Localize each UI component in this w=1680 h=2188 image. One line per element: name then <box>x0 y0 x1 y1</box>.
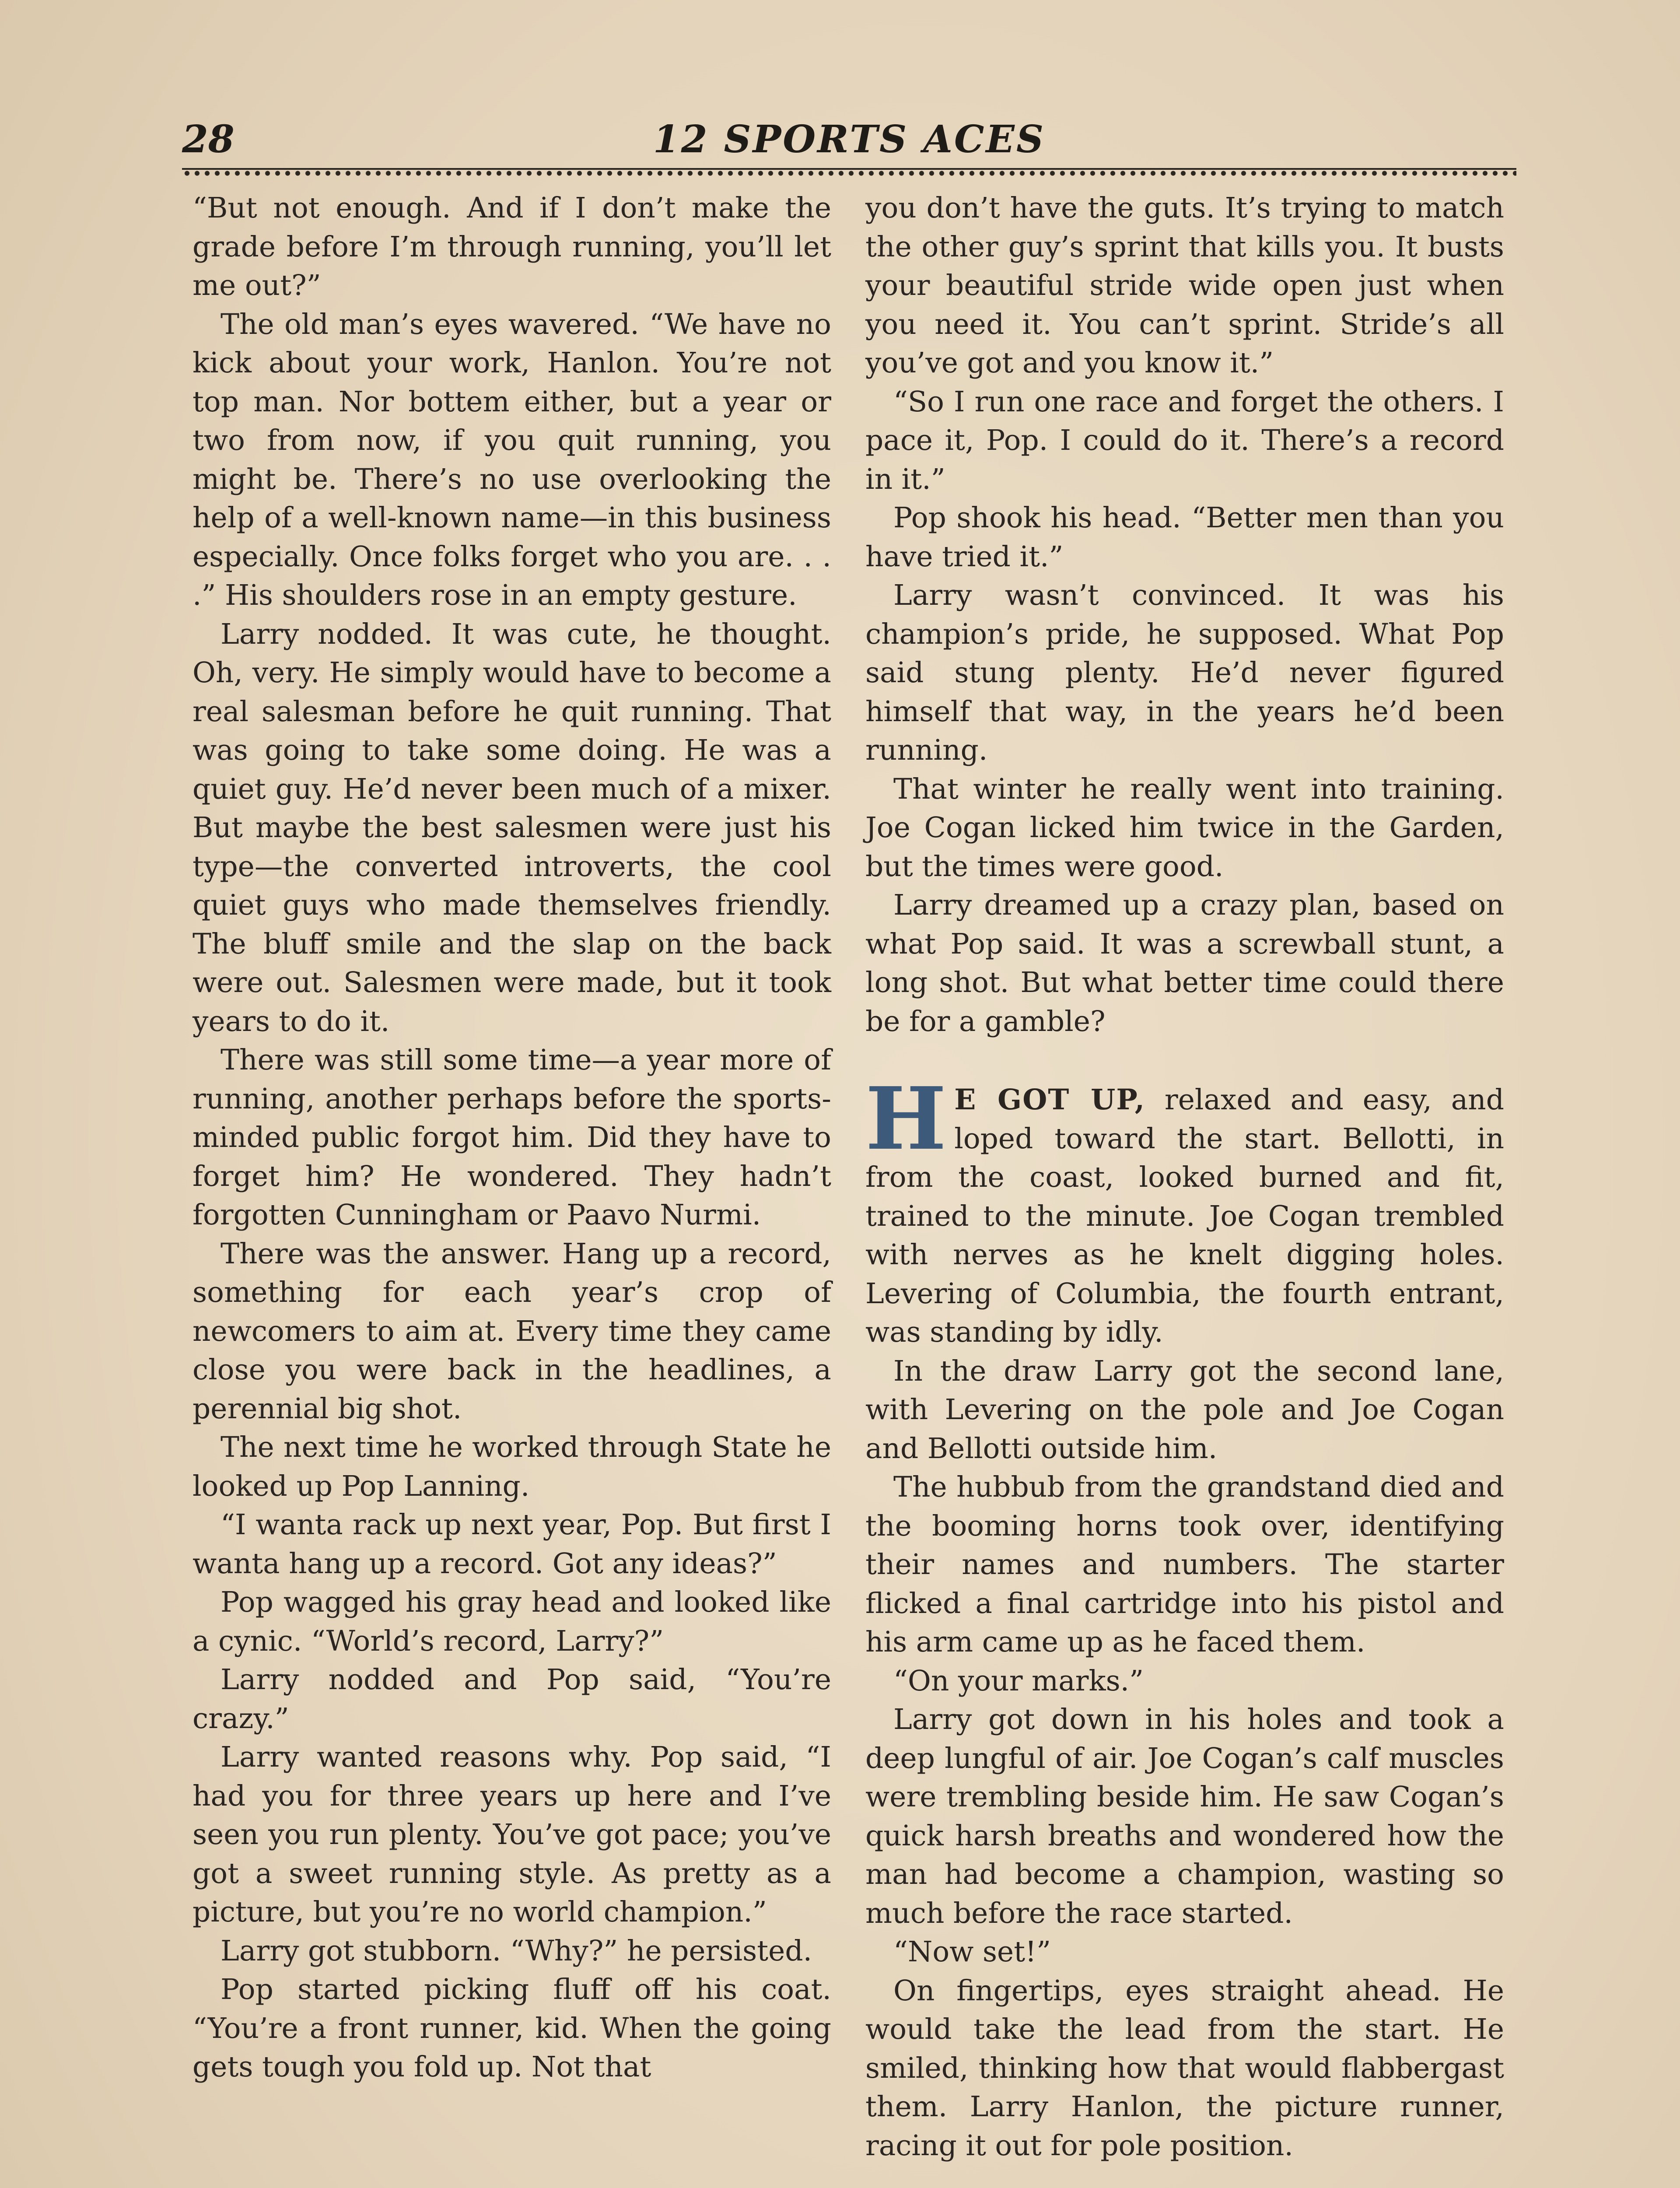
paragraph: Larry dreamed up a crazy plan, based on what Pop said. It was a screwball stunt, a long shot. But what better time could there be for a gamble? <box>865 889 1504 1038</box>
section-break <box>865 1041 1504 1080</box>
paragraph: There was the answer. Hang up a record, something for each year’s crop of newcomers to aim at. Every time they came close you were back in the headlines, a perennial big shot. <box>192 1237 831 1425</box>
paragraph: The hubbub from the grandstand died and the booming horns took over, identifying their names and numbers. The starter flicked a final cartridge into his pistol and his arm came up as he faced them. <box>865 1471 1504 1659</box>
lead-in-text: relaxed and easy, and loped toward the start. Bellotti, in from the coast, looked burned and fit, trained to the minute. Joe Cogan trembled with nerves as he knelt digging holes. Levering of Columbia, the fourth entrant, was standing by idly. <box>865 1083 1504 1349</box>
paragraph: The old man’s eyes wavered. “We have no kick about your work, Hanlon. You’re not top man. Nor bottem either, but a year or two from now, if you quit running, you might be. There’s no use overlooking the help of a well-known name—in this business especially. Once folks forget who you are. . . .” His shoulders rose in an empty gesture. <box>192 308 831 612</box>
lead-in-caps: E GOT UP, <box>954 1083 1146 1116</box>
paragraph: In the draw Larry got the second lane, with Levering on the pole and Joe Cogan and Bellotti outside him. <box>865 1354 1504 1465</box>
paragraph: Pop started picking fluff off his coat. “You’re a front runner, kid. When the going gets tough you fold up. Not that <box>192 1973 831 2083</box>
paragraph: Larry nodded and Pop said, “You’re crazy.” <box>192 1663 831 1735</box>
paragraph: Pop wagged his gray head and looked like a cynic. “World’s record, Larry?” <box>192 1586 831 1658</box>
paragraph: On fingertips, eyes straight ahead. He would take the lead from the start. He smiled, thinking how that would flabbergast them. Larry Hanlon, the picture runner, racing it out for pole position. <box>865 1974 1504 2162</box>
paragraph: There was still some time—a year more of running, another perhaps before the sports-minded public forgot him. Did they have to forget him? He wondered. They hadn’t forgotten Cunningham or Paavo Nurmi. <box>192 1044 831 1231</box>
paragraph: The next time he worked through State he looked up Pop Lanning. <box>192 1431 831 1503</box>
section-opening-paragraph <box>865 1069 1504 1352</box>
paragraph: you don’t have the guts. It’s trying to match the other guy’s sprint that kills you. It busts your beautiful stride wide open just when you need it. You can’t sprint. Stride’s all you’ve got and you know it.” <box>865 192 1504 379</box>
paragraph: Larry wasn’t convinced. It was his champion’s pride, he supposed. What Pop said stung plenty. He’d never figured himself that way, in the years he’d been running. <box>865 579 1504 767</box>
paragraph: Pop shook his head. “Better men than you have tried it.” <box>865 501 1504 573</box>
paragraph: “So I run one race and forget the others. I pace it, Pop. I could do it. There’s a record in it.” <box>865 385 1504 496</box>
paragraph: Larry wanted reasons why. Pop said, “I had you for three years up here and I’ve seen you run plenty. You’ve got pace; you’ve got a sweet running style. As pretty as a picture, but you’re no world champion.” <box>192 1741 831 1929</box>
paragraph: “On your marks.” <box>893 1664 1144 1697</box>
page-number: 28 <box>182 117 234 161</box>
paragraph: “I wanta rack up next year, Pop. But first I wanta hang up a record. Got any ideas?” <box>192 1508 831 1580</box>
paragraph: “Now set!” <box>893 1936 1051 1968</box>
right-text-column <box>865 189 1504 2188</box>
dotted-rule-divider <box>182 168 1516 177</box>
running-header <box>182 115 1516 163</box>
running-title: 12 SPORTS ACES <box>653 117 1046 161</box>
drop-cap: H <box>865 1069 947 1169</box>
paragraph: Larry nodded. It was cute, he thought. Oh, very. He simply would have to become a real salesman before he quit running. That was going to take some doing. He was a quiet guy. He’d never been much of a mixer. But maybe the best salesmen were just his type—the converted introverts, the cool quiet guys who made themselves friendly. The bluff smile and the slap on the back were out. Salesmen were made, but it took years to do it. <box>192 617 831 1038</box>
paragraph: That winter he really went into training. Joe Cogan licked him twice in the Garden, but the times were good. <box>865 772 1504 883</box>
paragraph: Larry got stubborn. “Why?” he persisted. <box>220 1934 812 1967</box>
paragraph: Larry got down in his holes and took a deep lungful of air. Joe Cogan’s calf muscles were trembling beside him. He saw Cogan’s quick harsh breaths and wondered how the man had become a champion, wasting so much before the race started. <box>865 1703 1504 1930</box>
paragraph: “But not enough. And if I don’t make the grade before I’m through running, you’ll let me out?” <box>192 192 831 302</box>
left-text-column <box>192 189 831 2188</box>
